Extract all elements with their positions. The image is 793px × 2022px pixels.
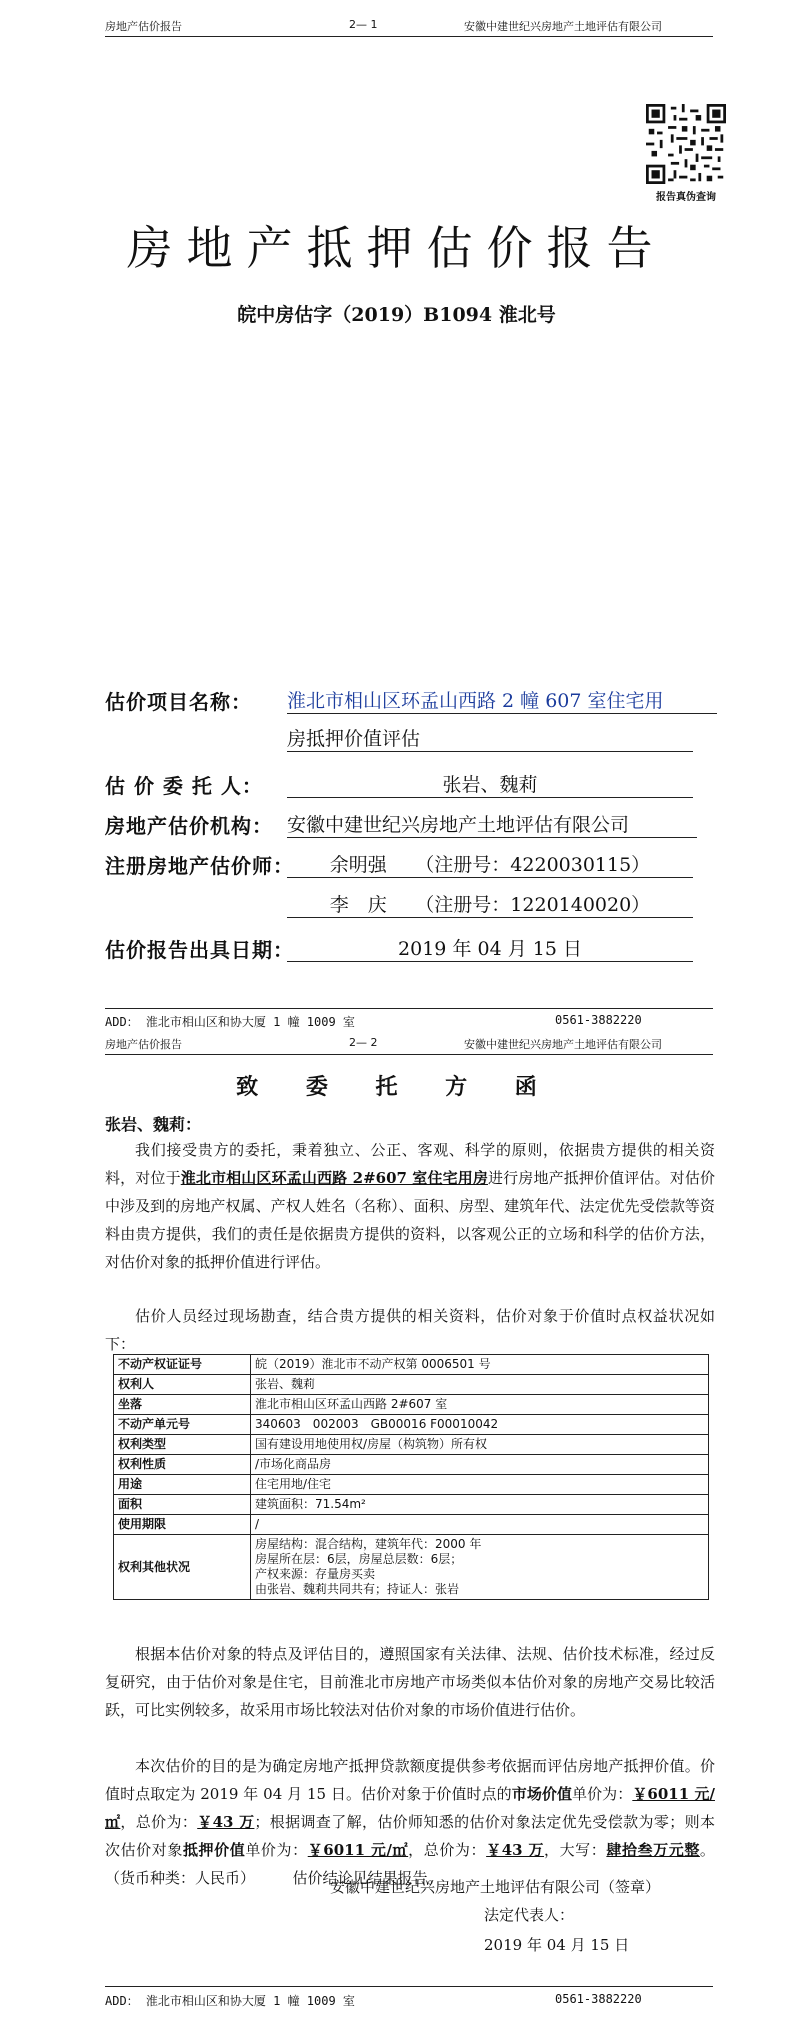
page1-footer-phone: 0561-3882220 xyxy=(555,1013,642,1027)
page1-header-rule xyxy=(105,36,713,37)
table-row xyxy=(114,1495,709,1515)
paragraph-1: 我们接受贵方的委托，秉着独立、公正、客观、科学的原则，依据贵方提供的相关资料，对位于淮北市相山区环孟山西路 2#607 室住宅用房进行房地产抵押价值评估。对估价中涉及到的房地产权属、产权人姓名（名称）、面积、房型、建筑年代、法定优先受偿款等资料由贵方提供，我们的责任是依据贵方提供的资料，以客观公正的立场和科学的估价方法，对估价对象的抵押价值进行评估。 xyxy=(105,1141,715,1271)
table-value-cell xyxy=(251,1535,709,1600)
paragraph-3: 根据本估价对象的特点及评估目的，遵照国家有关法律、法规、估价技术标准，经过反复研究，由于估价对象是住宅，目前淮北市房地产市场类似本估价对象的房地产交易比较活跃，可比实例较多，故采用市场比较法对估价对象的市场价值进行估价。 xyxy=(105,1645,715,1719)
document-number: 皖中房估字（2019）B1094 淮北号 xyxy=(237,304,556,326)
project-value-line1: 淮北市相山区环孟山西路 2 幢 607 室住宅用 xyxy=(287,686,717,714)
table-row xyxy=(114,1535,709,1600)
table-row xyxy=(114,1455,709,1475)
report-title: 房地产抵押估价报告 xyxy=(126,221,667,275)
table-key-cell: 不动产权证证号 xyxy=(114,1355,251,1375)
table-row xyxy=(114,1375,709,1395)
appraiser-2: 李 庆 （注册号：1220140020） xyxy=(287,890,693,918)
table-value-cell: / xyxy=(251,1515,709,1535)
page2-footer-rule xyxy=(105,1986,713,1987)
table-key-cell: 坐落 xyxy=(114,1395,251,1415)
table-value-line: 房屋所在层：6层，房屋总层数：6层； xyxy=(255,1552,463,1566)
table-value-line: 房屋结构：混合结构，建筑年代：2000 年 xyxy=(255,1537,482,1551)
paragraph-4: 本次估价的目的是为确定房地产抵押贷款额度提供参考依据而评估房地产抵押价值。价值时点取定为 2019 年 04 月 15 日。估价对象于价值时点的市场价值单价为：￥6011 元/㎡，总价为：￥43 万；根据调查了解，估价师知悉的估价对象法定优先受偿款为零；则本次估价对象抵押价值单价为：￥6011 元/㎡，总价为：￥43 万，大写：肆拾叁万元整。（货币种类：人民币） 估价结论见结果报告。 xyxy=(105,1757,715,1887)
salutation: 张岩、魏莉： xyxy=(105,1115,202,1134)
page1-footer-address: ADD： 淮北市相山区和协大厦 1 幢 1009 室 xyxy=(105,1015,355,1029)
table-value-cell: 皖（2019）淮北市不动产权第 0006501 号 xyxy=(251,1355,709,1375)
table-value-cell: 国有建设用地使用权/房屋（构筑物）所有权 xyxy=(251,1435,709,1455)
appraiser-1: 余明强 （注册号：4220030115） xyxy=(287,850,693,878)
table-row xyxy=(114,1475,709,1495)
table-row xyxy=(114,1435,709,1455)
page2-footer-phone: 0561-3882220 xyxy=(555,1992,642,2006)
qr-label: 报告真伪查询 xyxy=(656,192,716,203)
page1-header-left: 房地产估价报告 xyxy=(105,20,182,33)
date-label: 估价报告出具日期： xyxy=(105,938,294,962)
table-key-cell: 权利性质 xyxy=(114,1455,251,1475)
agency-value: 安徽中建世纪兴房地产土地评估有限公司 xyxy=(287,810,697,838)
table-row xyxy=(114,1395,709,1415)
table-key-cell: 用途 xyxy=(114,1475,251,1495)
table-key-cell: 面积 xyxy=(114,1495,251,1515)
paragraph-2: 估价人员经过现场勘查，结合贵方提供的相关资料，估价对象于价值时点权益状况如下： xyxy=(105,1307,715,1353)
page1-header-page: 2— 1 xyxy=(349,18,378,31)
signature-date: 2019 年 04 月 15 日 xyxy=(484,1936,630,1954)
page2-header-page: 2— 2 xyxy=(349,1036,378,1049)
table-value-cell: 张岩、魏莉 xyxy=(251,1375,709,1395)
page2-header-right: 安徽中建世纪兴房地产土地评估有限公司 xyxy=(464,1038,662,1051)
rights-table xyxy=(113,1354,709,1600)
table-value-cell: 住宅用地/住宅 xyxy=(251,1475,709,1495)
project-label: 估价项目名称： xyxy=(105,690,252,714)
table-key-cell: 权利类型 xyxy=(114,1435,251,1455)
appraiser-label: 注册房地产估价师： xyxy=(105,854,294,878)
table-row xyxy=(114,1355,709,1375)
letter-title: 致 委 托 方 函 xyxy=(236,1074,557,1100)
table-key-cell: 使用期限 xyxy=(114,1515,251,1535)
table-row xyxy=(114,1415,709,1435)
page2-header-rule xyxy=(105,1054,713,1055)
page1-header-right: 安徽中建世纪兴房地产土地评估有限公司 xyxy=(464,20,662,33)
table-value-cell: /市场化商品房 xyxy=(251,1455,709,1475)
table-row xyxy=(114,1515,709,1535)
client-label: 估 价 委 托 人： xyxy=(105,774,263,798)
page2-header-left: 房地产估价报告 xyxy=(105,1038,182,1051)
client-value: 张岩、魏莉 xyxy=(287,770,693,798)
page1-footer-rule xyxy=(105,1008,713,1009)
project-value-line2: 房抵押价值评估 xyxy=(287,724,693,752)
table-value-cell: 建筑面积：71.54m² xyxy=(251,1495,709,1515)
signature-company: 安徽中建世纪兴房地产土地评估有限公司（签章） xyxy=(330,1878,661,1896)
table-value-cell: 淮北市相山区环孟山西路 2#607 室 xyxy=(251,1395,709,1415)
date-value: 2019 年 04 月 15 日 xyxy=(287,934,693,962)
signature-legal-rep: 法定代表人： xyxy=(484,1906,575,1924)
agency-label: 房地产估价机构： xyxy=(105,814,273,838)
qr-code-icon[interactable] xyxy=(646,104,726,184)
table-value-line: 产权来源：存量房买卖 xyxy=(255,1567,376,1581)
table-key-cell: 权利人 xyxy=(114,1375,251,1395)
table-value-cell: 340603 002003 GB00016 F00010042 xyxy=(251,1415,709,1435)
page2-footer-address: ADD： 淮北市相山区和协大厦 1 幢 1009 室 xyxy=(105,1994,355,2008)
table-key-cell: 不动产单元号 xyxy=(114,1415,251,1435)
table-key-cell: 权利其他状况 xyxy=(114,1535,251,1600)
table-value-line: 由张岩、魏莉共同共有；持证人：张岩 xyxy=(255,1582,460,1596)
